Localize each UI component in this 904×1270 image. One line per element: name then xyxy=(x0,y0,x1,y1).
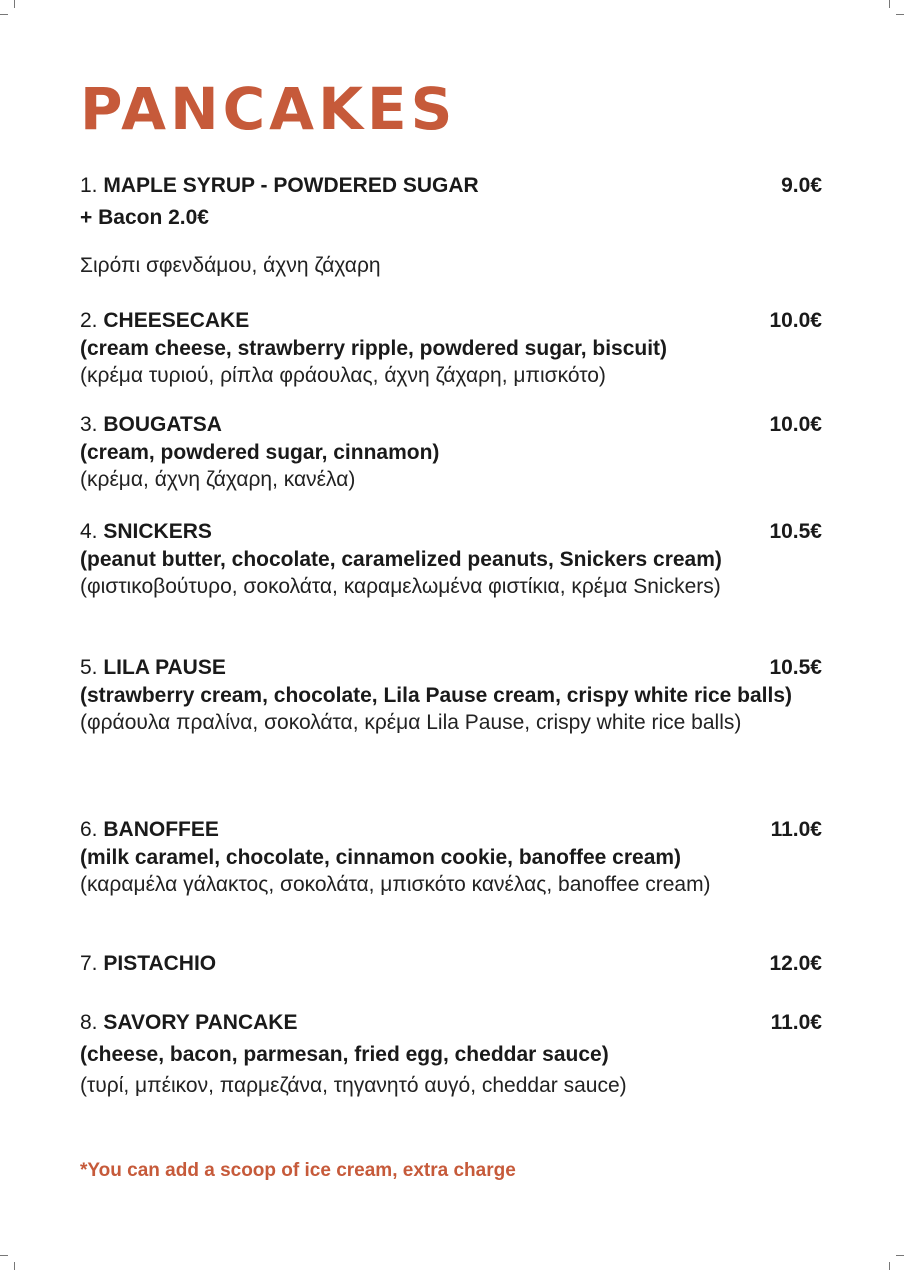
item-number: 3. xyxy=(80,413,98,436)
crop-mark xyxy=(14,1262,15,1270)
item-greek: (κρέμα τυριού, ρίπλα φράουλας, άχνη ζάχαρη, μπισκότο) xyxy=(80,364,606,387)
item-price: 10.0€ xyxy=(769,309,822,332)
item-english: (cream, powdered sugar, cinnamon) xyxy=(80,441,440,464)
item-english: (strawberry cream, chocolate, Lila Pause cream, crispy white rice balls) xyxy=(80,684,792,707)
menu-item xyxy=(80,307,822,389)
crop-mark xyxy=(14,0,15,8)
item-name: SNICKERS xyxy=(103,520,212,543)
crop-mark xyxy=(896,14,904,15)
item-name: PISTACHIO xyxy=(103,952,217,975)
item-number: 1. xyxy=(80,174,98,197)
item-greek: (τυρί, μπέικον, παρμεζάνα, τηγανητό αυγό, cheddar sauce) xyxy=(80,1074,627,1097)
item-greek: (κρέμα, άχνη ζάχαρη, κανέλα) xyxy=(80,468,356,491)
crop-mark xyxy=(0,1255,8,1256)
item-english: (milk caramel, chocolate, cinnamon cookie, banoffee cream) xyxy=(80,846,682,869)
item-extra: + Bacon 2.0€ xyxy=(80,206,209,229)
item-number: 6. xyxy=(80,818,98,841)
item-name: LILA PAUSE xyxy=(103,656,226,679)
menu-item xyxy=(80,411,822,493)
item-english: (cheese, bacon, parmesan, fried egg, cheddar sauce) xyxy=(80,1043,609,1066)
item-price: 11.0€ xyxy=(770,1011,822,1034)
item-price: 10.5€ xyxy=(769,656,822,679)
crop-mark xyxy=(0,14,8,15)
item-price: 12.0€ xyxy=(769,952,822,975)
item-greek: (φράουλα πραλίνα, σοκολάτα, κρέμα Lila Pause, crispy white rice balls) xyxy=(80,711,742,734)
menu-item xyxy=(80,654,822,736)
item-number: 2. xyxy=(80,309,98,332)
item-price: 9.0€ xyxy=(781,174,822,197)
item-name: MAPLE SYRUP - POWDERED SUGAR xyxy=(103,174,479,197)
item-name: CHEESECAKE xyxy=(103,309,250,332)
item-name: BOUGATSA xyxy=(103,413,222,436)
item-name: BANOFFEE xyxy=(103,818,219,841)
item-number: 7. xyxy=(80,952,98,975)
item-greek: (φιστικοβούτυρο, σοκολάτα, καραμελωμένα φιστίκια, κρέμα Snickers) xyxy=(80,575,721,598)
crop-mark xyxy=(889,0,890,8)
page-title: PANCAKES xyxy=(80,75,457,143)
item-greek: Σιρόπι σφενδάμου, άχνη ζάχαρη xyxy=(80,254,381,277)
menu-item xyxy=(80,950,822,978)
item-price: 11.0€ xyxy=(770,818,822,841)
crop-mark xyxy=(896,1255,904,1256)
menu-item xyxy=(80,172,822,279)
item-price: 10.0€ xyxy=(769,413,822,436)
item-english: (cream cheese, strawberry ripple, powdered sugar, biscuit) xyxy=(80,337,668,360)
item-number: 4. xyxy=(80,520,98,543)
item-greek: (καραμέλα γάλακτος, σοκολάτα, μπισκότο κανέλας, banoffee cream) xyxy=(80,873,711,896)
menu-item xyxy=(80,816,822,898)
menu-item xyxy=(80,518,822,600)
item-number: 5. xyxy=(80,656,98,679)
item-english: (peanut butter, chocolate, caramelized peanuts, Snickers cream) xyxy=(80,548,722,571)
item-number: 8. xyxy=(80,1011,98,1034)
ice-cream-note: *You can add a scoop of ice cream, extra charge xyxy=(80,1160,516,1181)
item-name: SAVORY PANCAKE xyxy=(103,1011,298,1034)
menu-item xyxy=(80,1009,822,1099)
crop-mark xyxy=(889,1262,890,1270)
item-price: 10.5€ xyxy=(769,520,822,543)
